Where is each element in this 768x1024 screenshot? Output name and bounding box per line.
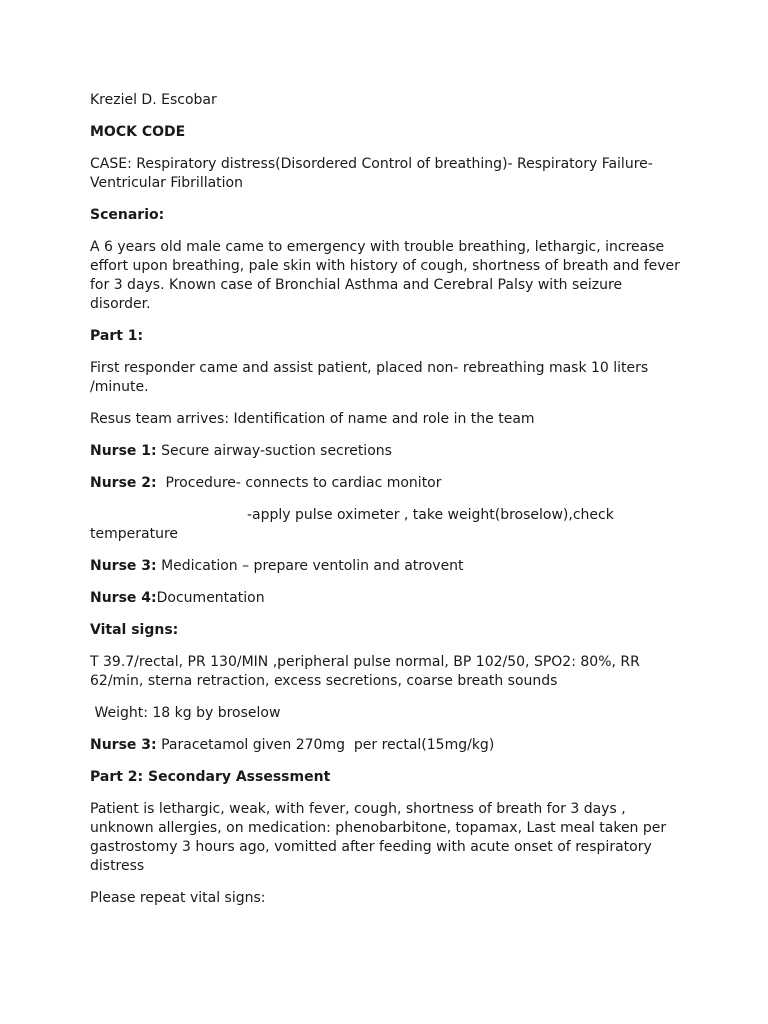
nurse3-paracetamol-text: Paracetamol given 270mg per rectal(15mg/kg) bbox=[156, 737, 495, 753]
vitals-line: T 39.7/rectal, PR 130/MIN ,peripheral pulse normal, BP 102/50, SPO2: 80%, RR bbox=[90, 654, 640, 670]
first-responder-paragraph bbox=[90, 359, 680, 397]
nurse2-cont-line: -apply pulse oximeter , take weight(broselow),check bbox=[247, 507, 614, 523]
part1-heading: Part 1: bbox=[90, 328, 144, 344]
nurse3-label: Nurse 3: bbox=[90, 737, 157, 753]
nurse3-label: Nurse 3: bbox=[90, 558, 157, 574]
author-name: Kreziel D. Escobar bbox=[90, 92, 217, 108]
nurse4-paragraph bbox=[90, 589, 680, 608]
nurse2-paragraph bbox=[90, 474, 680, 493]
scenario-heading: Scenario: bbox=[90, 207, 165, 223]
scenario-line: effort upon breathing, pale skin with history of cough, shortness of breath and fever bbox=[90, 258, 680, 274]
scenario-paragraph bbox=[90, 238, 680, 314]
nurse3-paracetamol-paragraph bbox=[90, 736, 680, 755]
first-responder-line: /minute. bbox=[90, 379, 149, 395]
nurse3-text: Medication – prepare ventolin and atrovent bbox=[156, 558, 464, 574]
part2-line: unknown allergies, on medication: phenobarbitone, topamax, Last meal taken per bbox=[90, 820, 667, 836]
scenario-line: A 6 years old male came to emergency with trouble breathing, lethargic, increase bbox=[90, 239, 665, 255]
part2-line: distress bbox=[90, 858, 145, 874]
first-responder-line: First responder came and assist patient, placed non- rebreathing mask 10 liters bbox=[90, 360, 649, 376]
nurse2-text: Procedure- connects to cardiac monitor bbox=[156, 475, 442, 491]
document-title: MOCK CODE bbox=[90, 124, 186, 140]
part2-paragraph bbox=[90, 800, 680, 876]
vitals-paragraph bbox=[90, 653, 680, 691]
case-line: CASE: Respiratory distress(Disordered Control of breathing)- Respiratory Failure- bbox=[90, 156, 653, 172]
nurse3-paragraph bbox=[90, 557, 680, 576]
nurse1-text: Secure airway-suction secretions bbox=[156, 443, 392, 459]
nurse2-continuation bbox=[90, 506, 680, 544]
nurse1-label: Nurse 1: bbox=[90, 443, 157, 459]
vitals-heading: Vital signs: bbox=[90, 622, 179, 638]
nurse4-text: Documentation bbox=[156, 590, 265, 606]
scenario-line: for 3 days. Known case of Bronchial Asthma and Cerebral Palsy with seizure bbox=[90, 277, 623, 293]
nurse2-label: Nurse 2: bbox=[90, 475, 157, 491]
nurse4-label: Nurse 4: bbox=[90, 590, 157, 606]
part2-line: gastrostomy 3 hours ago, vomitted after feeding with acute onset of respiratory bbox=[90, 839, 652, 855]
document-body bbox=[90, 91, 680, 921]
nurse2-cont-line: temperature bbox=[90, 526, 178, 542]
vitals-line: 62/min, sterna retraction, excess secretions, coarse breath sounds bbox=[90, 673, 558, 689]
case-line: Ventricular Fibrillation bbox=[90, 175, 243, 191]
nurse1-paragraph bbox=[90, 442, 680, 461]
scenario-line: disorder. bbox=[90, 296, 151, 312]
part2-heading: Part 2: Secondary Assessment bbox=[90, 769, 331, 785]
weight-paragraph: Weight: 18 kg by broselow bbox=[90, 705, 281, 721]
case-paragraph bbox=[90, 155, 680, 193]
part2-line: Patient is lethargic, weak, with fever, cough, shortness of breath for 3 days , bbox=[90, 801, 626, 817]
resus-paragraph: Resus team arrives: Identification of name and role in the team bbox=[90, 411, 535, 427]
repeat-vitals-paragraph: Please repeat vital signs: bbox=[90, 890, 266, 906]
